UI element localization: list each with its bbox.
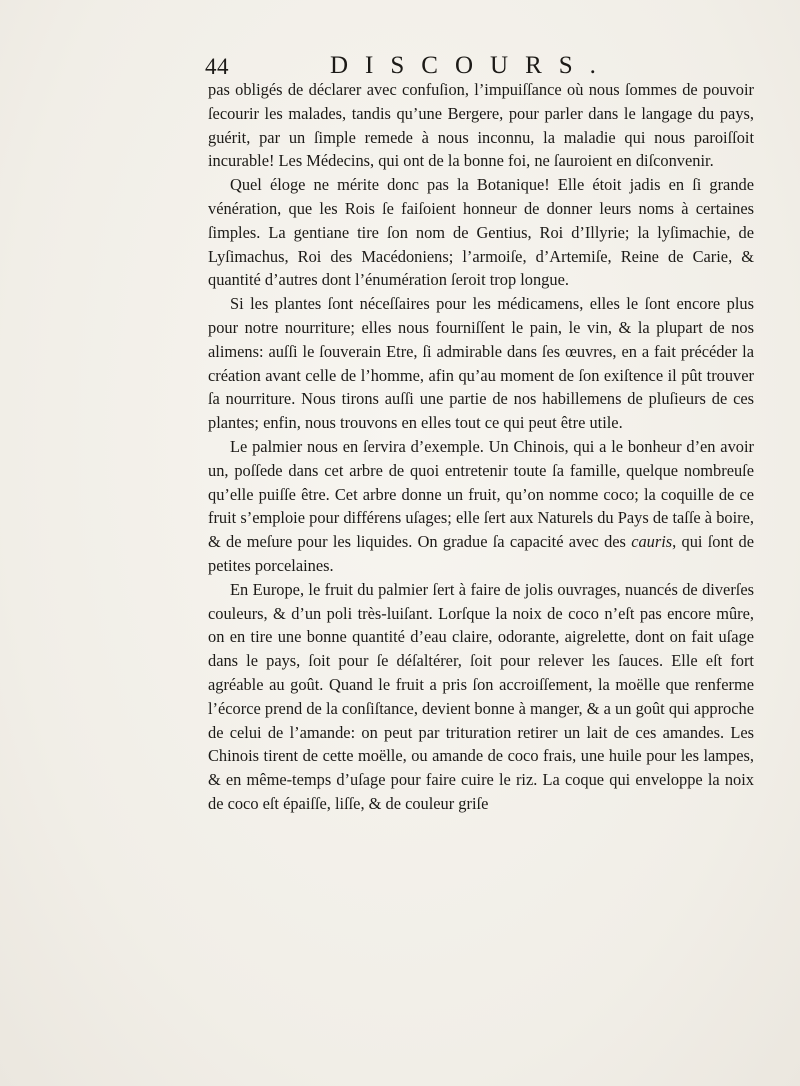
running-title: DISCOURS.: [330, 52, 613, 79]
paragraph-europe: En Europe, le fruit du palmier ſert à faire de jolis ouvrages, nuancés de diverſes couleurs, & d’un poli très-luiſant. Lorſque la noix de coco n’eſt pas encore mûre, on en tire une bonne quantité d’eau claire, odorante, aigrelette, dont on fait uſage dans le pays, ſoit pour ſe déſaltérer, ſoit pour relever les ſauces. Elle eſt fort agréable au goût. Quand le fruit a pris ſon accroiſſement, la moëlle que renferme l’écorce prend de la conſiſtance, devient bonne à manger, & a un goût qui approche de celui de l’amande: on peut par trituration retirer un lait de ces amandes. Les Chinois tirent de cette moëlle, ou amande de coco frais, une huile pour les lampes, & en même-temps d’uſage pour faire cuire le riz. La coque qui enveloppe la noix de coco eſt épaiſſe, liſſe, & de couleur griſe: [208, 579, 754, 813]
body-text: [208, 78, 754, 816]
palmier-text-before: Le palmier nous en ſervira d’exemple. Un Chinois, qui a le bonheur d’en avoir un, poſſede dans cet arbre de quoi entretenir toute ſa famille, quelque nombreuſe qu’elle puiſſe être. Cet arbre donne un fruit, qu’on nomme coco; la coquille de ce fruit s’emploie pour différens uſages; elle ſert aux Naturels du Pays de taſſe à boire, & de meſure pour les liquides. On gradue ſa capacité avec des: [208, 436, 754, 552]
palmier-italic-term: cauris: [631, 532, 673, 552]
paragraph-continuation: pas obligés de déclarer avec confuſion, l’impuiſſance où nous ſommes de pouvoir ſecourir les malades, tandis qu’une Bergere, pour parler dans le langage du pays, guérit, par un ſimple remede à nous inconnu, la maladie qui nous paroiſſoit incurable! Les Médecins, qui ont de la bonne foi, ne ſauroient en diſconvenir.: [208, 80, 754, 171]
paragraph-botanique: Quel éloge ne mérite donc pas la Botanique! Elle étoit jadis en ſi grande vénération, que les Rois ſe faiſoient honneur de donner leurs noms à certaines ſimples. La gentiane tire ſon nom de Gentius, Roi d’Illyrie; la lyſimachie, de Lyſimachus, Roi des Macédoniens; l’armoiſe, d’Artemiſe, Reine de Carie, & quantité d’autres dont l’énumération ſeroit trop longue.: [208, 175, 754, 290]
palmier-text-after: , qui ſont de petites porcelaines.: [208, 532, 754, 575]
paragraph-palmier: [208, 435, 754, 578]
paragraph-plantes: Si les plantes ſont néceſſaires pour les médicamens, elles le ſont encore plus pour notre nourriture; elles nous fourniſſent le pain, le vin, & la plupart de nos alimens: auſſi le ſouverain Etre, ſi admirable dans ſes œuvres, en a fait précéder la création avant celle de l’homme, afin qu’au moment de ſon exiſtence il pût trouver ſa nourriture. Nous tirons auſſi une partie de nos habillemens de pluſieurs de ces plantes; enfin, nous trouvons en elles tout ce qui peut être utile.: [208, 294, 754, 433]
page-number: 44: [205, 54, 229, 79]
